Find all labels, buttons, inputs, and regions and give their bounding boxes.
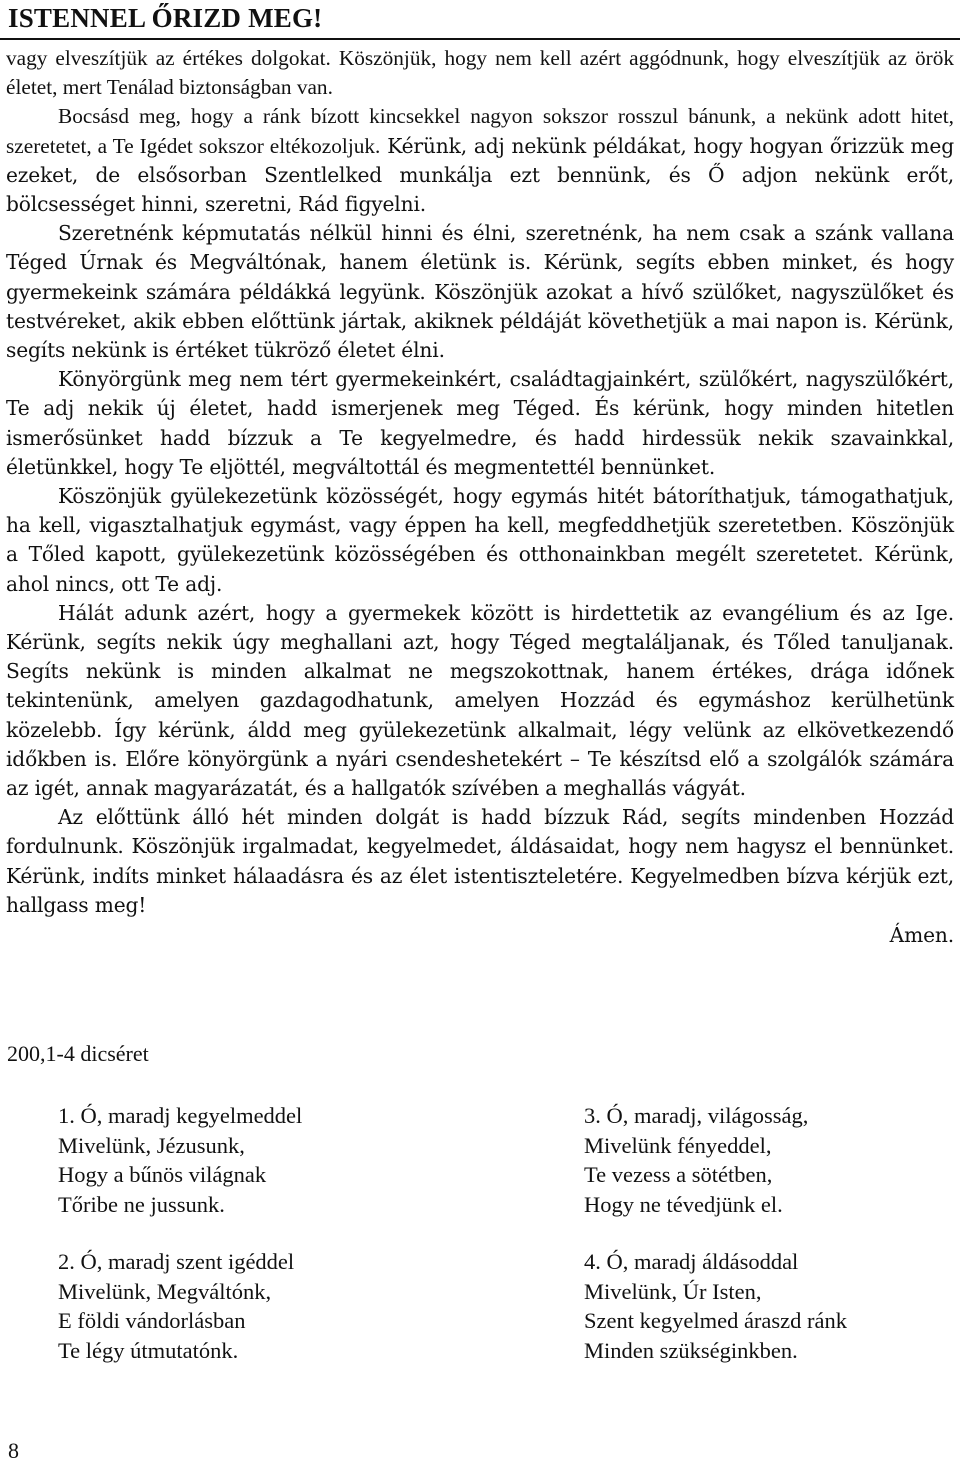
paragraph: Könyörgünk meg nem tért gyermekeinkért, családtagjainkért, szülőkért, nagyszülőkért, Te adj nekik új életet, hadd ismerjenek meg Téged. És kérünk, hogy minden hitetlen ismerősünket hadd bízzuk a Te kegyelmedre, és hadd hirdessük nekik szavainkkal, életünkkel, hogy Te eljöttél, megváltottál és megmentettél bennünket. — [6, 367, 954, 479]
paragraph: Köszönjük gyülekezetünk közösségét, hogy egymás hitét bátoríthatjuk, támogathatjuk, ha kell, vigasztalhatjuk egymást, vagy éppen ha kell, megfeddhetjük szeretetben. Köszönjük a Tőled kapott, gyülekezetünk közösségében és otthonainkban megélt szeretetet. Kérünk, ahol nincs, ott Te adj. — [6, 484, 954, 596]
paragraph: Az előttünk álló hét minden dolgát is hadd bízzuk Rád, segíts mindenben Hozzád fordulnunk. Köszönjük irgalmadat, kegyelmedet, áldásaidat, hogy nem hagysz el bennünket. Kérünk, indíts minket hálaadásra és az élet istentiszteletére. Kegyelmedben bízva kérjük ezt, hallgass meg! — [6, 805, 954, 917]
stanza-line: 4. Ó, maradj áldásoddal — [584, 1249, 799, 1274]
stanza-line: Mivelünk, Úr Isten, — [584, 1278, 762, 1304]
stanza-line: 3. Ó, maradj, világosság, — [584, 1103, 809, 1128]
stanza-line: Hogy a bűnös világnak — [58, 1162, 267, 1187]
paragraph-serif-part: Bocsásd meg, hogy a ránk bízott kincsekkel nagyon sokszor rosszul bánunk, a nekünk adott hitet, szeretetet, a Te Igédet sokszor eltékozoljuk. — [6, 104, 954, 158]
hymn-stanza — [58, 1101, 302, 1219]
stanza-line: Tőribe ne jussunk. — [58, 1191, 225, 1217]
hymn-title: 200,1-4 dicséret — [7, 1041, 149, 1066]
stanza-line: Mivelünk, Megváltónk, — [58, 1278, 272, 1304]
stanza-line: Mivelünk fényeddel, — [584, 1132, 772, 1158]
hymn-stanza — [58, 1247, 294, 1365]
prayer-text — [6, 44, 954, 950]
stanza-line: Szent kegyelmed áraszd ránk — [584, 1308, 848, 1333]
paragraph-rest: Kérünk, adj nekünk példákat, hogy hogyan őrizzük meg ezeket, de elsősorban Szentlelked munkálja ezt bennünk, és Ő adjon nekünk erőt, bölcsességet hinni, szeretni, Rád figyelni. — [6, 133, 954, 217]
hymn-stanza — [584, 1247, 847, 1365]
stanza-line: Hogy ne tévedjünk el. — [584, 1191, 783, 1217]
stanza-line: Te vezess a sötétben, — [584, 1162, 773, 1187]
running-title: ISTENNEL ŐRIZD MEG! — [8, 3, 323, 33]
stanza-line: 1. Ó, maradj kegyelmeddel — [58, 1103, 303, 1128]
page-number: 8 — [8, 1438, 19, 1463]
stanza-line: Te légy útmutatónk. — [58, 1337, 239, 1363]
stanza-line: E földi vándorlásban — [58, 1308, 246, 1333]
page-header — [0, 0, 960, 40]
stanza-line: Minden szükséginkben. — [584, 1337, 798, 1363]
paragraph: vagy elveszítjük az értékes dolgokat. Köszönjük, hogy nem kell azért aggódnunk, hogy elveszítjük az örök életet, mert Tenálad biztonságban van. — [6, 46, 954, 100]
paragraph: Szeretnénk képmutatás nélkül hinni és élni, szeretnénk, ha nem csak a szánk vallana Téged Úrnak és Megváltónak, hanem életünk is. Kérünk, segíts ebben minket, és hogy gyermekeink számára példákká legyünk. Köszönjük azokat a hívő szülőket, nagyszülőket és testvéreket, akik ebben előttünk jártak, akiknek példáját követhetjük a mai napon is. Kérünk, segíts nekünk is értéket tükröző életet élni. — [6, 221, 954, 363]
paragraph: Hálát adunk azért, hogy a gyermekek között is hirdettetik az evangélium és az Ige. Kérünk, segíts nekik úgy meghallani azt, hogy Téged megtaláljanak, és Tőled tanuljanak. Segíts nekünk is minden alkalmat ne megszokottnak, hanem értékes, drága időnek tekintenünk, amelyen gazdagodhatunk, amelyen Hozzád és egymáshoz kerülhetünk közelebb. Így kérünk, áldd meg gyülekezetünk alkalmait, légy velünk az elkövetkezendő időkben is. Előre könyörgünk a nyári csendeshetekért – Te készítsd elő a szolgálók számára az igét, annak magyarázatát, és a hallgatók szívében a meghallás vágyát. — [6, 600, 954, 801]
paragraph — [6, 102, 954, 219]
closing-amen: Ámen. — [889, 923, 954, 948]
hymn-stanza — [584, 1101, 808, 1219]
stanza-line: 2. Ó, maradj szent igéddel — [58, 1249, 295, 1274]
stanza-line: Mivelünk, Jézusunk, — [58, 1132, 245, 1158]
